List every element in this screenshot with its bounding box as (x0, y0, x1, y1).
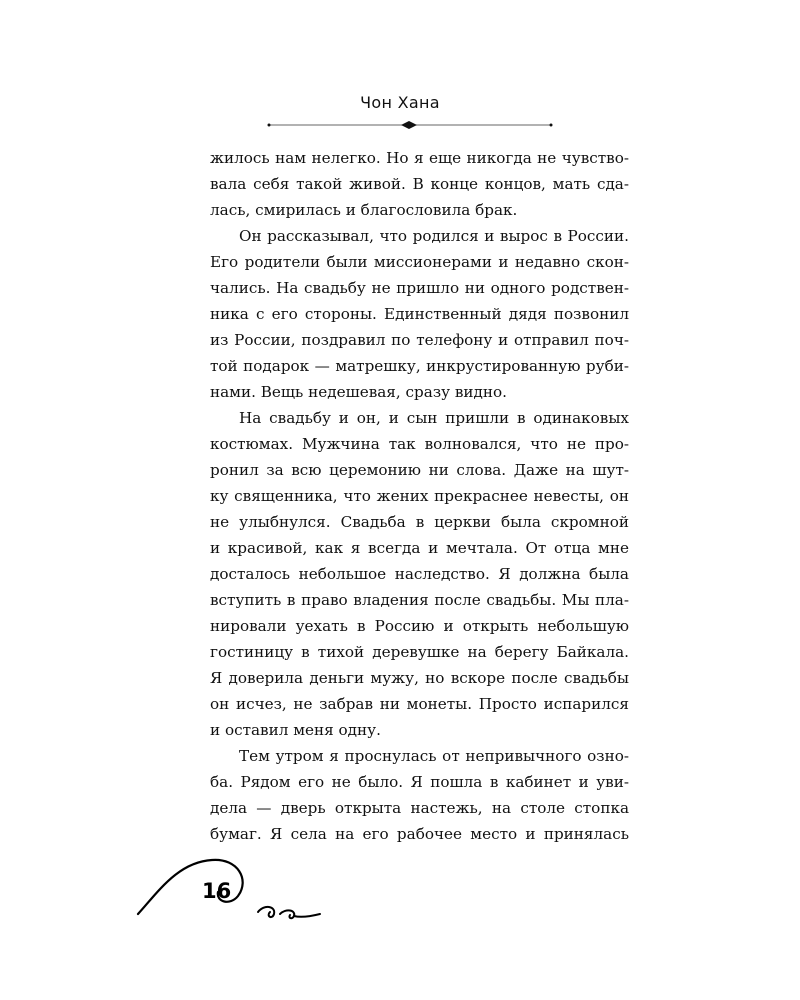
text-line: лась, смирилась и благословила брак. (210, 201, 518, 219)
wave-curl-1 (258, 907, 274, 917)
ornament-dot-left (268, 124, 271, 127)
text-line: Тем утром я проснулась от непривычного озно- (239, 747, 629, 765)
text-line: гостиницу в тихой деревушке на берегу Байкала. (210, 643, 629, 661)
text-line: бумаг. Я села на его рабочее место и принялась (210, 825, 629, 843)
wave-curl-2 (280, 910, 294, 918)
ornament-diamond (401, 121, 417, 129)
running-header: Чон Хана (360, 93, 440, 112)
text-line: из России, поздравил по телефону и отправил поч- (210, 331, 629, 349)
text-line: ба. Рядом его не было. Я пошла в кабинет и уви- (210, 773, 629, 791)
text-line: ронил за всю церемонию ни слова. Даже на шут- (210, 461, 629, 479)
text-line: не улыбнулся. Свадьба в церкви была скромной (210, 513, 629, 531)
text-line: чались. На свадьбу не пришло ни одного родствен- (210, 279, 629, 297)
text-line: и оставил меня одну. (210, 721, 381, 739)
text-line: нировали уехать в Россию и открыть небольшую (210, 617, 629, 635)
text-line: На свадьбу и он, и сын пришли в одинаковых (239, 409, 629, 427)
header-ornament-rule (266, 118, 554, 132)
ornament-dot-right (550, 124, 553, 127)
text-line: той подарок — матрешку, инкрустированную руби- (210, 357, 629, 375)
text-line: досталось небольшое наследство. Я должна была (210, 565, 629, 583)
text-line: он исчез, не забрав ни монеты. Просто испарился (210, 695, 629, 713)
text-line: жилось нам нелегко. Но я еще никогда не чувство- (210, 149, 629, 167)
wave-tail (294, 914, 320, 917)
page-number: 16 (202, 879, 232, 903)
text-line: дела — дверь открыта настежь, на столе стопка (210, 799, 629, 817)
text-line: вступить в право владения после свадьбы. Мы пла- (210, 591, 629, 609)
text-line: и красивой, как я всегда и мечтала. От отца мне (210, 539, 629, 557)
text-line: ку священника, что жених прекраснее невесты, он (210, 487, 629, 505)
body-text (210, 145, 629, 847)
text-line: Его родители были миссионерами и недавно скон- (210, 253, 629, 271)
text-line: ника с его стороны. Единственный дядя позвонил (210, 305, 629, 323)
text-line: костюмах. Мужчина так волновался, что не про- (210, 435, 629, 453)
text-line: Я доверила деньги мужу, но вскоре после свадьбы (210, 669, 629, 687)
text-line: нами. Вещь недешевая, сразу видно. (210, 383, 507, 401)
text-line: вала себя такой живой. В конце концов, мать сда- (210, 175, 629, 193)
text-line: Он рассказывал, что родился и вырос в России. (239, 227, 629, 245)
